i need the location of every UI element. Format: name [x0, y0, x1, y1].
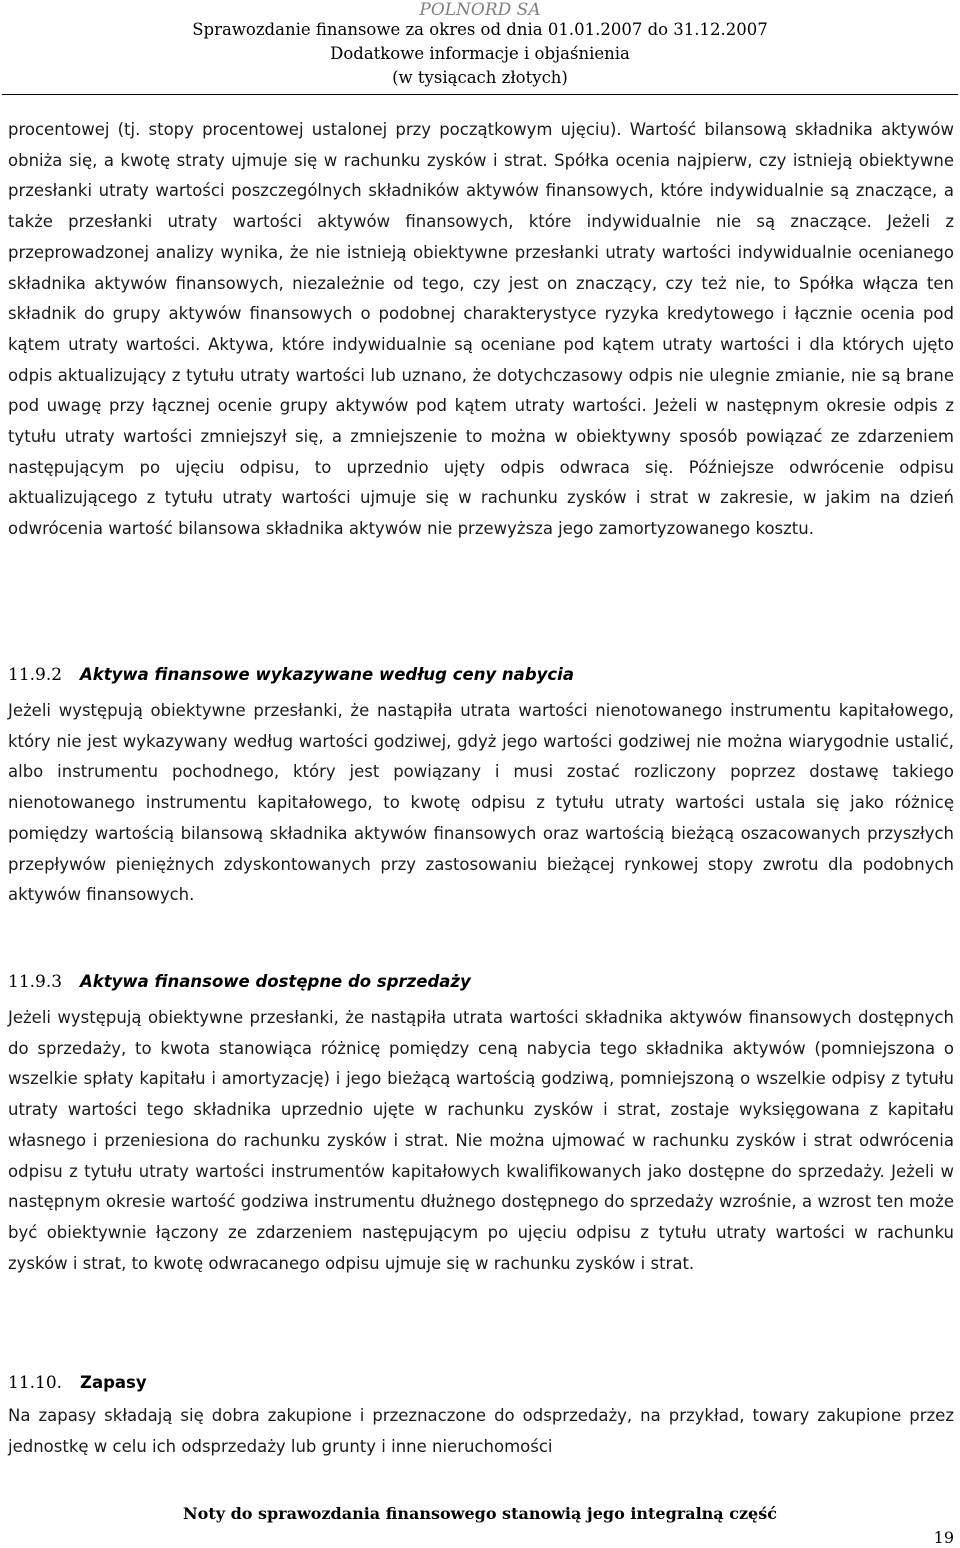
- section-heading-11-10: [8, 1370, 954, 1396]
- paragraph-available-for-sale: Jeżeli występują obiektywne przesłanki, że nastąpiła utrata wartości składnika aktywów finansowych dostępnych do sprzedaży, to kwota stanowiąca różnicę pomiędzy ceną nabycia tego składnika aktywów (pomniejszona o wszelkie spłaty kapitału i amortyzację) i jego bieżącą wartością godziwą, pomniejszoną o wszelkie odpisy z tytułu utraty wartości tego składnika uprzednio ujęte w rachunku zysków i strat, zostaje wyksięgowana z kapitału własnego i przeniesiona do rachunku zysków i strat. Nie można ujmować w rachunku zysków i strat odwrócenia odpisu z tytułu utraty wartości instrumentów kapitałowych kwalifikowanych jako dostępne do sprzedaży. Jeżeli w następnym okresie wartość godziwa instrumentu dłużnego dostępnego do sprzedaży wzrośnie, a wzrost ten może być obiektywnie łączony ze zdarzeniem następującym po ujęciu odpisu z tytułu utraty wartości w rachunku zysków i strat, to kwotę odwracanego odpisu ujmuje się w rachunku zysków i strat.: [8, 1008, 954, 1273]
- page-number: 19: [933, 1528, 954, 1547]
- paragraph-inventory: Na zapasy składają się dobra zakupione i przeznaczone do odsprzedaży, na przykład, towary zakupione przez jednostkę w celu ich odsprzedaży lub grunty i inne nieruchomości: [8, 1406, 954, 1456]
- report-title: Sprawozdanie finansowe za okres od dnia 01.01.2007 do 31.12.2007: [192, 20, 768, 39]
- section-number: 11.10.: [8, 1373, 63, 1393]
- section-number: 11.9.2: [8, 665, 63, 685]
- footer-note: Noty do sprawozdania finansowego stanowią jego integralną część: [183, 1504, 777, 1523]
- header-divider: [2, 94, 958, 95]
- company-name: POLNORD SA: [419, 0, 541, 20]
- section-title: Aktywa finansowe wykazywane według ceny nabycia: [80, 665, 574, 684]
- section-number: 11.9.3: [8, 972, 63, 992]
- report-subtitle: Dodatkowe informacje i objaśnienia: [330, 44, 630, 63]
- paragraph-cost-assets: Jeżeli występują obiektywne przesłanki, że nastąpiła utrata wartości nienotowanego instrumentu kapitałowego, który nie jest wykazywany według wartości godziwej, gdyż jego wartości godziwej nie można wiarygodnie ustalić, albo instrumentu pochodnego, który jest powiązany i musi zostać rozliczony poprzez dostawę takiego nienotowanego instrumentu kapitałowego, to kwotę odpisu z tytułu utraty wartości ustala się jako różnicę pomiędzy wartością bilansową składnika aktywów finansowych oraz wartością bieżącą oszacowanych przyszłych przepływów pieniężnych zdyskontowanych przy zastosowaniu bieżącej rynkowej stopy zwrotu dla podobnych aktywów finansowych.: [8, 701, 954, 905]
- paragraph-impairment: procentowej (tj. stopy procentowej ustalonej przy początkowym ujęciu). Wartość bilansową składnika aktywów obniża się, a kwotę straty ujmuje się w rachunku zysków i strat. Spółka ocenia najpierw, czy istnieją obiektywne przesłanki utraty wartości poszczególnych składników aktywów finansowych, które indywidualnie są znaczące, a także przesłanki utraty wartości aktywów finansowych, które indywidualnie nie są znaczące. Jeżeli z przeprowadzonej analizy wynika, że nie istnieją obiektywne przesłanki utraty wartości indywidualnie ocenianego składnika aktywów finansowych, niezależnie od tego, czy jest on znaczący, czy też nie, to Spółka włącza ten składnik do grupy aktywów finansowych o podobnej charakterystyce ryzyka kredytowego i łącznie ocenia pod kątem utraty wartości. Aktywa, które indywidualnie są oceniane pod kątem utraty wartości i dla których ujęto odpis aktualizujący z tytułu utraty wartości lub uznano, że dotychczasowy odpis nie ulegnie zmianie, nie są brane pod uwagę przy łącznej ocenie grupy aktywów pod kątem utraty wartości. Jeżeli w następnym okresie odpis z tytułu utraty wartości zmniejszył się, a zmniejszenie to można w obiektywny sposób powiązać ze zdarzeniem następującym po ujęciu odpisu, to uprzednio ujęty odpis odwraca się. Późniejsze odwrócenie odpisu aktualizującego z tytułu utraty wartości ujmuje się w rachunku zysków i strat w zakresie, w jakim na dzień odwrócenia wartość bilansowa składnika aktywów nie przewyższa jego zamortyzowanego kosztu.: [8, 120, 954, 539]
- section-heading-11-9-3: [8, 969, 954, 995]
- section-title: Zapasy: [80, 1373, 147, 1392]
- section-title: Aktywa finansowe dostępne do sprzedaży: [80, 972, 471, 991]
- section-heading-11-9-2: [8, 662, 954, 688]
- currency-note: (w tysiącach złotych): [392, 68, 568, 87]
